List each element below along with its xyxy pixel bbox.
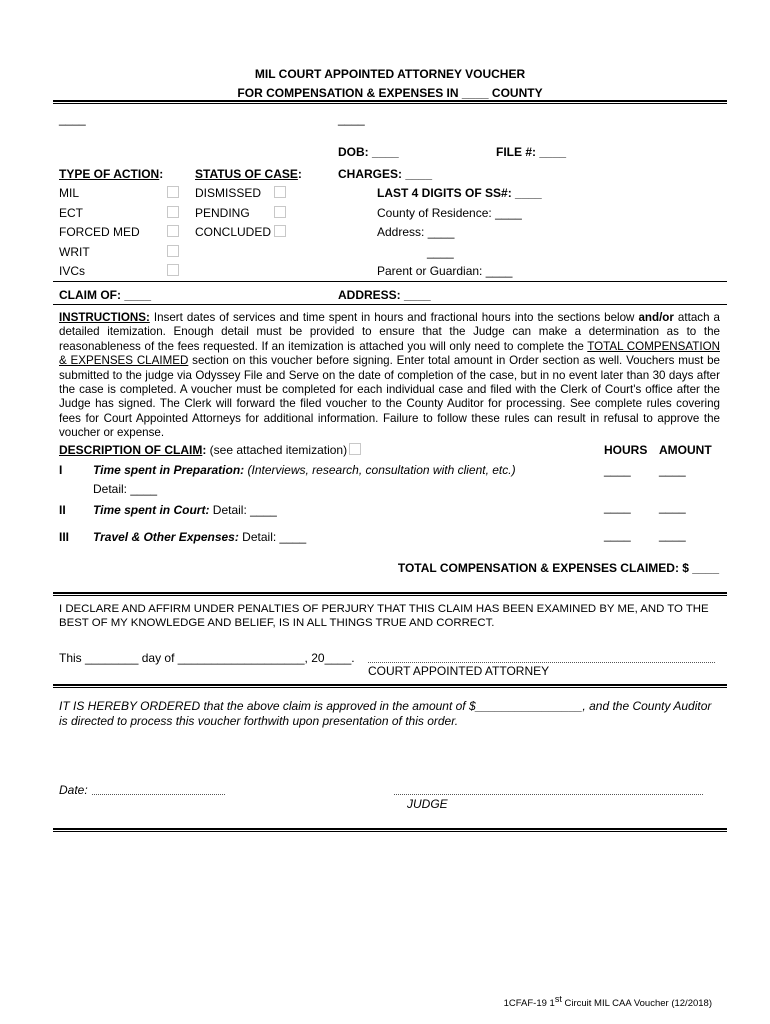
instructions-paragraph: INSTRUCTIONS: Insert dates of services and time spent in hours and fractional hours into the sections below and/or attach a detailed itemization. Enough detail must be provided to ensure that the Judge can make a determination as to the reasonableness of the fees requested. If an itemization is attached you will only need to complete the TOTAL COMPENSATION & EXPENSES CLAIMED section on this voucher before signing. Enter total amount in Order section as well. Vouchers must be submitted to the judge via Odyssey File and Serve on the date of completion of the case, but in no event later than 30 days after the case is completed. A voucher must be completed for each individual case and filed with the Clerk of Court's office after the Judge has signed. The Clerk will forward the filed voucher to the County Auditor for processing. See complete rules covering fees for Court Appointed Attorneys for additional information. Failure to follow these rules can result in refusal to approve the voucher or expense. — [59, 311, 721, 440]
judge-signature-line[interactable] — [394, 794, 703, 795]
claimant-address-field[interactable]: ADDRESS: ____ — [338, 288, 431, 302]
travel-amount[interactable]: ____ — [659, 528, 686, 542]
description-heading: DESCRIPTION OF CLAIM: (see attached itemization) — [59, 443, 348, 457]
attorney-signature-line[interactable] — [368, 662, 715, 663]
dob-label: DOB: — [338, 145, 369, 159]
dob-value: ____ — [372, 145, 399, 159]
preparation-row: Time spent in Preparation: (Interviews, research, consultation with client, etc.) — [93, 463, 516, 477]
ssn-field[interactable]: LAST 4 DIGITS OF SS#: ____ — [377, 186, 542, 200]
row-num-1: I — [59, 463, 63, 477]
claim-of-field[interactable]: CLAIM OF: ____ — [59, 288, 152, 302]
action-label-forced-med: FORCED MED — [59, 225, 140, 239]
file-value: ____ — [539, 145, 567, 159]
order-date-label: Date: — [59, 783, 88, 797]
court-time-row[interactable]: Time spent in Court: Detail: ____ — [93, 503, 277, 517]
checkbox-concluded[interactable] — [274, 225, 286, 237]
divider — [53, 828, 727, 832]
action-label-ivcs: IVCs — [59, 264, 86, 278]
action-label-ect: ECT — [59, 206, 83, 220]
address-field[interactable]: Address: ____ — [377, 225, 455, 239]
declaration-text: I DECLARE AND AFFIRM UNDER PENALTIES OF PERJURY THAT THIS CLAIM HAS BEEN EXAMINED BY ME, AND TO THE BEST OF MY KNOWLEDGE AND BELIEF, IS IN ALL THINGS TRUE AND CORRECT. — [59, 603, 709, 629]
action-label-writ: WRIT — [59, 245, 90, 259]
parent-guardian-field[interactable]: Parent or Guardian: ____ — [377, 264, 513, 278]
dob-field[interactable] — [338, 145, 399, 159]
checkbox-attached-itemization[interactable] — [349, 443, 361, 455]
checkbox-ivcs[interactable] — [167, 264, 179, 276]
address-line2-field[interactable]: ____ — [427, 245, 454, 259]
county-of-residence-field[interactable]: County of Residence: ____ — [377, 206, 522, 220]
form-footer: 1CFAF-19 1st Circuit MIL CAA Voucher (12/2018) — [503, 994, 712, 1010]
preparation-detail-field[interactable]: Detail: ____ — [93, 482, 158, 496]
checkbox-writ[interactable] — [167, 245, 179, 257]
court-amount[interactable]: ____ — [659, 500, 686, 514]
total-claimed-field[interactable]: TOTAL COMPENSATION & EXPENSES CLAIMED: $ ____ — [397, 561, 719, 575]
checkbox-ect[interactable] — [167, 206, 179, 218]
court-hours[interactable]: ____ — [604, 500, 631, 514]
divider — [53, 304, 727, 305]
declaration-date-line[interactable]: This ________ day of ___________________, 20____. — [59, 651, 355, 665]
status-label-pending: PENDING — [195, 206, 250, 220]
row-num-3: III — [59, 530, 70, 544]
instructions-label: INSTRUCTIONS: — [59, 311, 150, 324]
preparation-amount[interactable]: ____ — [659, 463, 686, 477]
name-blank[interactable]: ____ — [59, 112, 86, 126]
status-label-concluded: CONCLUDED — [195, 225, 272, 239]
case-blank[interactable]: ____ — [338, 112, 365, 126]
form-subtitle: FOR COMPENSATION & EXPENSES IN ____ COUNTY — [237, 86, 543, 100]
divider — [53, 281, 727, 282]
charges-field[interactable]: CHARGES: ____ — [338, 167, 433, 181]
travel-expenses-row[interactable]: Travel & Other Expenses: Detail: ____ — [93, 530, 307, 544]
row-num-2: II — [59, 503, 66, 517]
action-label-mil: MIL — [59, 186, 80, 200]
checkbox-mil[interactable] — [167, 186, 179, 198]
file-number-field[interactable] — [496, 145, 566, 159]
form-title: MIL COURT APPOINTED ATTORNEY VOUCHER — [254, 67, 526, 81]
divider — [53, 592, 727, 596]
travel-hours[interactable]: ____ — [604, 528, 631, 542]
judge-label: JUDGE — [407, 797, 448, 811]
amount-header: AMOUNT — [659, 443, 712, 457]
status-label-dismissed: DISMISSED — [195, 186, 262, 200]
hours-header: HOURS — [604, 443, 648, 457]
checkbox-dismissed[interactable] — [274, 186, 286, 198]
checkbox-forced-med[interactable] — [167, 225, 179, 237]
order-text: IT IS HEREBY ORDERED that the above claim is approved in the amount of $________________, and the County Auditor is directed to process this voucher forthwith upon presentation of this order. — [59, 699, 712, 728]
preparation-hours[interactable]: ____ — [604, 463, 631, 477]
attorney-signer-label: COURT APPOINTED ATTORNEY — [368, 664, 550, 678]
header-divider — [53, 100, 727, 104]
type-of-action-heading: TYPE OF ACTION: — [59, 167, 164, 181]
order-date-line[interactable] — [92, 794, 225, 795]
checkbox-pending[interactable] — [274, 206, 286, 218]
status-of-case-heading: STATUS OF CASE: — [195, 167, 302, 181]
divider — [53, 684, 727, 688]
file-label: FILE #: — [496, 145, 537, 159]
